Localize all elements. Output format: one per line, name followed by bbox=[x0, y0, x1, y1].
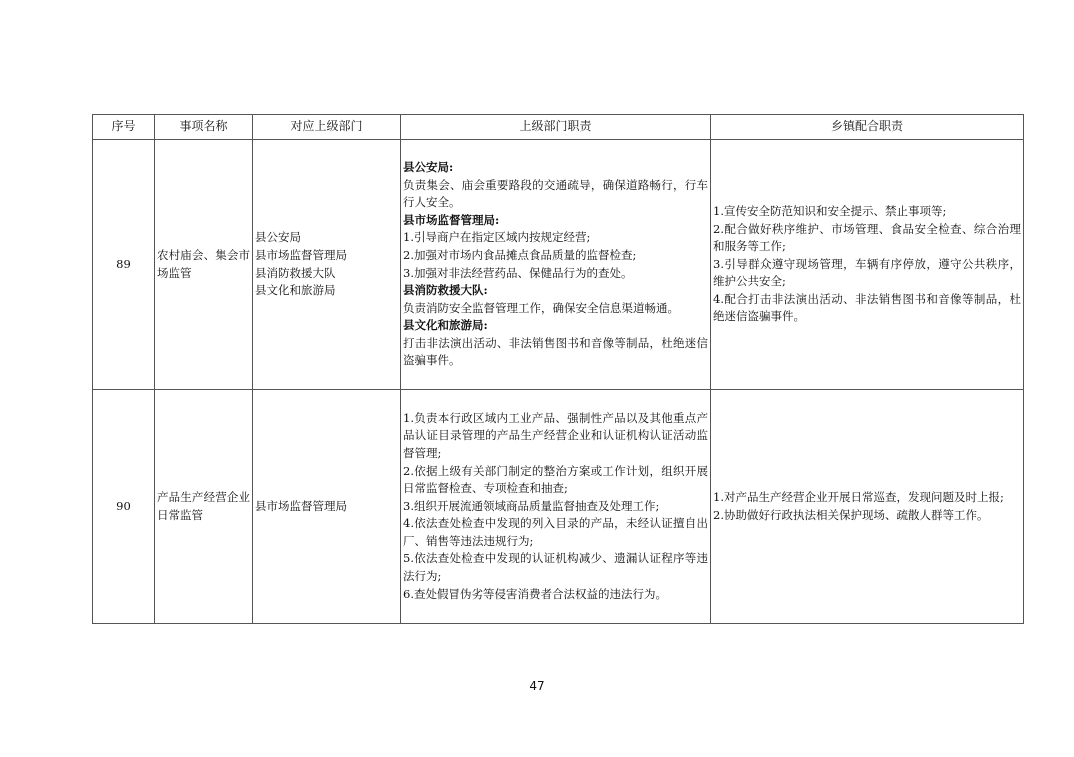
duty-table bbox=[92, 114, 1024, 624]
item-name: 产品生产经营企业日常监管 bbox=[155, 390, 253, 624]
duty-text: 1.负责本行政区域内工业产品、强制性产品以及其他重点产品认证目录管理的产品生产经营企业和认证机构认证活动监督管理; bbox=[403, 410, 708, 460]
duty-text: 4.依法查处检查中发现的列入目录的产品，未经认证擅自出厂、销售等违法违规行为; bbox=[403, 516, 708, 548]
table-header-row bbox=[93, 115, 1024, 140]
township-duty: 1.宣传安全防范知识和安全提示、禁止事项等; bbox=[713, 203, 947, 218]
duty-text: 6.查处假冒伪劣等侵害消费者合法权益的违法行为。 bbox=[403, 586, 667, 601]
township-duty: 1.对产品生产经营企业开展日常巡查，发现问题及时上报; bbox=[713, 489, 1004, 504]
header-item-name: 事项名称 bbox=[155, 115, 253, 140]
township-duty: 4.配合打击非法演出活动、非法销售图书和音像等制品，杜绝迷信盗骗事件。 bbox=[713, 291, 1021, 324]
duty-text: 2.依据上级有关部门制定的整治方案或工作计划，组织开展日常监督检查、专项检查和抽查; bbox=[403, 463, 708, 496]
header-superior-dept: 对应上级部门 bbox=[253, 115, 401, 140]
department: 县文化和旅游局 bbox=[255, 283, 336, 298]
township-duty: 3.引导群众遵守现场管理，车辆有序停放，遵守公共秩序，维护公共安全; bbox=[713, 256, 1021, 289]
township-duty: 2.配合做好秩序维护、市场管理、食品安全检查、综合治理和服务等工作; bbox=[713, 221, 1021, 254]
department: 县市场监督管理局 bbox=[255, 498, 347, 513]
duty-dept-title: 县文化和旅游局: bbox=[403, 318, 488, 333]
item-name: 农村庙会、集会市场监管 bbox=[155, 140, 253, 390]
department: 县消防救援大队 bbox=[255, 265, 336, 280]
row-number: 89 bbox=[93, 140, 155, 390]
table-row bbox=[93, 390, 1024, 624]
duty-text: 2.加强对市场内食品摊点食品质量的监督检查; bbox=[403, 247, 637, 262]
header-township-duties: 乡镇配合职责 bbox=[711, 115, 1024, 140]
superior-duties bbox=[401, 140, 711, 390]
duty-text: 3.加强对非法经营药品、保健品行为的查处。 bbox=[403, 265, 633, 280]
header-no: 序号 bbox=[93, 115, 155, 140]
page-number: 47 bbox=[529, 679, 545, 693]
duty-text: 负责集会、庙会重要路段的交通疏导，确保道路畅行，行车行人安全。 bbox=[403, 177, 708, 210]
duty-text: 1.引导商户在指定区域内按规定经营; bbox=[403, 230, 591, 245]
department: 县公安局 bbox=[255, 230, 301, 245]
duty-text: 3.组织开展流通领域商品质量监督抽查及处理工作; bbox=[403, 498, 660, 513]
duty-text: 打击非法演出活动、非法销售图书和音像等制品，杜绝迷信盗骗事件。 bbox=[403, 335, 708, 368]
row-number: 90 bbox=[93, 390, 155, 624]
superior-duties bbox=[401, 390, 711, 624]
duty-dept-title: 县公安局: bbox=[403, 159, 454, 174]
department-list bbox=[253, 390, 401, 624]
township-duties bbox=[711, 140, 1024, 390]
table-row bbox=[93, 140, 1024, 390]
duty-dept-title: 县市场监督管理局: bbox=[403, 212, 500, 227]
duty-text: 5.依法查处检查中发现的认证机构减少、遗漏认证程序等违法行为; bbox=[403, 551, 708, 584]
duty-text: 负责消防安全监督管理工作，确保安全信息渠道畅通。 bbox=[403, 300, 679, 315]
township-duty: 2.协助做好行政执法相关保护现场、疏散人群等工作。 bbox=[713, 507, 989, 522]
township-duties bbox=[711, 390, 1024, 624]
department: 县市场监督管理局 bbox=[255, 247, 347, 262]
header-superior-duties: 上级部门职责 bbox=[401, 115, 711, 140]
duty-dept-title: 县消防救援大队: bbox=[403, 283, 488, 298]
department-list bbox=[253, 140, 401, 390]
